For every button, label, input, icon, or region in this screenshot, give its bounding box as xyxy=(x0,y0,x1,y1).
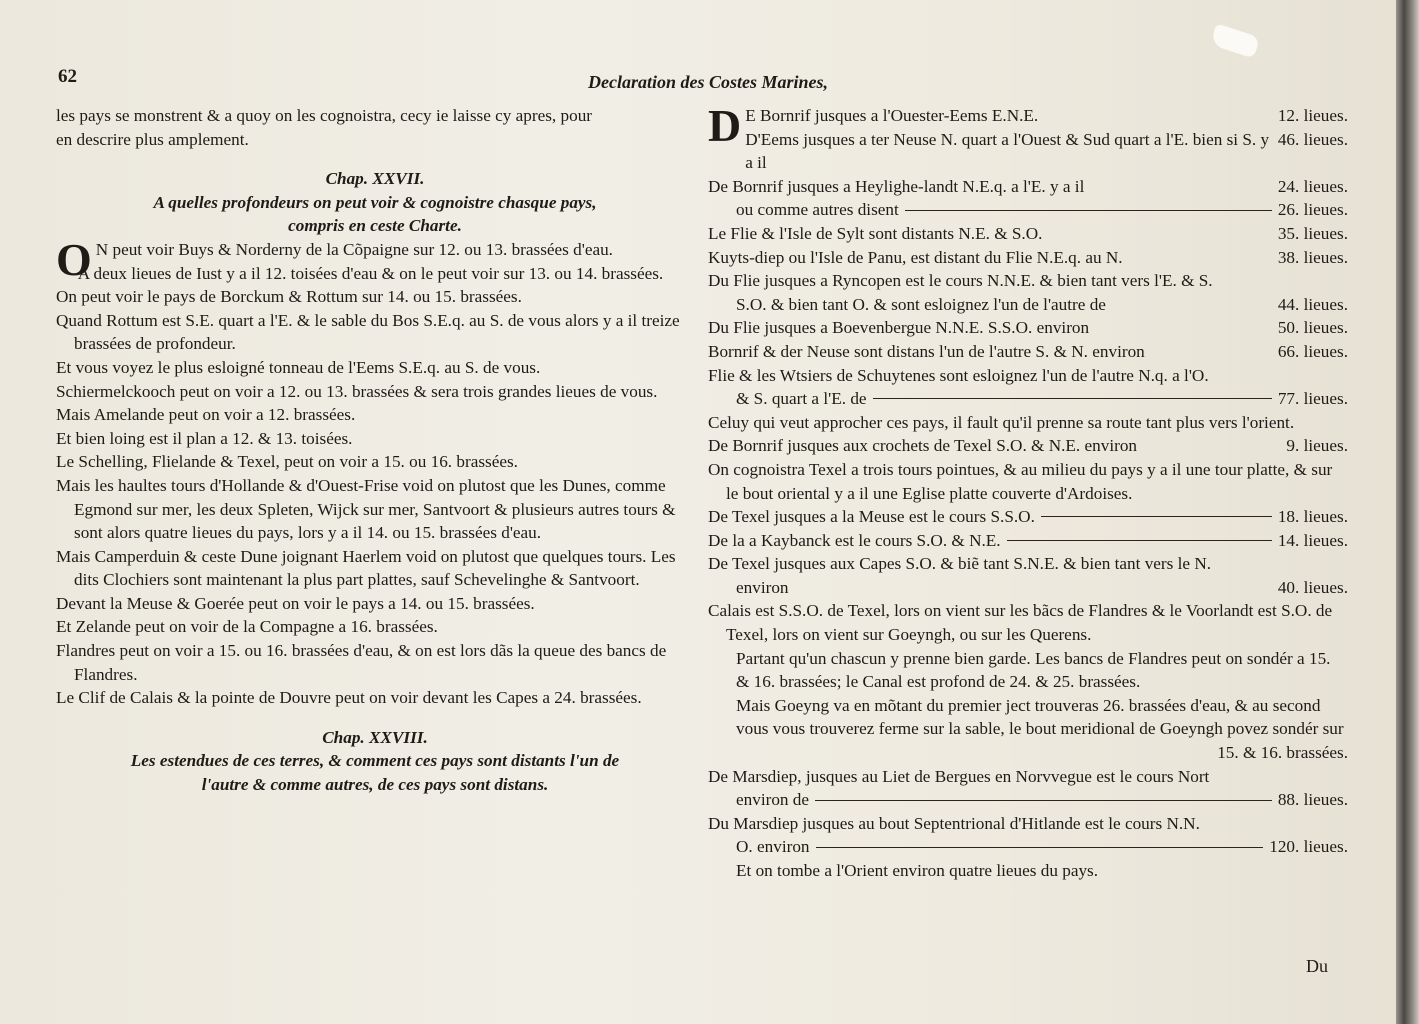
chapter-27-subtitle-2: compris en ceste Charte. xyxy=(288,216,462,236)
distance-entry xyxy=(708,175,1348,199)
entry-text: De Bornrif jusques aux crochets de Texel S.O. & N.E. environ xyxy=(708,436,1138,456)
entry-text: S.O. & bien tant O. & sont esloignez l'un de l'autre de xyxy=(736,294,1106,314)
leader-dash xyxy=(1041,516,1272,517)
leader-dash xyxy=(816,847,1264,848)
entry-distance: 35. lieues. xyxy=(1277,223,1348,243)
entry-distance: 15. & 16. brassées. xyxy=(1217,743,1348,763)
drop-cap: O xyxy=(56,233,92,285)
distance-entry xyxy=(708,505,1348,529)
chapter-28-subtitle-2: l'autre & comme autres, de ces pays sont distans. xyxy=(201,775,549,795)
entry-distance: 38. lieues. xyxy=(1277,247,1348,267)
paragraph: On cognoistra Texel a trois tours pointues, & au milieu du pays y a il une tour platte, & sur le bout oriental y a il une Eglise platte couverte d'Ardoises. xyxy=(708,459,1333,503)
paragraph: Et on tombe a l'Orient environ quatre lieues du pays. xyxy=(736,861,1099,880)
entry-text: Du Marsdiep jusques au bout Septentrional d'Hitlande est le cours N.N. xyxy=(708,813,1200,833)
entry-distance: 14. lieues. xyxy=(1277,530,1348,550)
paragraph: Le Schelling, Flielande & Texel, peut on voir a 15. ou 16. brassées. xyxy=(56,452,518,472)
entry-text: De Bornrif jusques a Heylighe-landt N.E.q. a l'E. y a il xyxy=(708,176,1085,196)
book-edge xyxy=(1396,0,1419,1024)
running-title: Declaration des Costes Marines, xyxy=(588,72,829,92)
entry-distance: 24. lieues. xyxy=(1277,176,1348,196)
entry-distance: 12. lieues. xyxy=(1277,106,1348,125)
entry-distance: 66. lieues. xyxy=(1277,341,1348,361)
chapter-28-subtitle-1: Les estendues de ces terres, & comment ces pays sont distants l'un de xyxy=(130,751,620,771)
entry-distance: 18. lieues. xyxy=(1277,507,1348,527)
leader-dash xyxy=(873,398,1272,399)
paragraph: Mais les haultes tours d'Hollande & d'Ouest-Frise void on plutost que les Dunes, comme Egmond sur mer, les deux Spleten, Wijck sur mer, Santvoort & plusieurs autres tours & sont alors quatre lieues du pays, lors y a il 14. ou 15. brassées d'eau. xyxy=(56,475,676,543)
paragraph: Et vous voyez le plus esloigné tonneau de l'Eems S.E.q. au S. de vous. xyxy=(56,357,541,377)
leader-dash xyxy=(905,210,1272,211)
paragraph: Mais Camperduin & ceste Dune joignant Haerlem void on plutost que quelques tours. Les dits Clochiers sont maintenant la plus part plattes, sauf Schevelinghe & Santvoort. xyxy=(56,546,676,590)
distance-entry xyxy=(708,835,1348,859)
entry-text: De Texel jusques a la Meuse est le cours S.S.O. xyxy=(708,507,1035,527)
entry-text: Du Flie jusques a Boevenbergue N.N.E. S.S.O. environ xyxy=(708,318,1090,338)
distance-entry xyxy=(708,788,1348,812)
entry-distance: 44. lieues. xyxy=(1277,294,1348,314)
paragraph: On peut voir le pays de Borckum & Rottum sur 14. ou 15. brassées. xyxy=(56,287,522,307)
entry-distance: 120. lieues. xyxy=(1269,837,1348,857)
distance-entry xyxy=(708,198,1348,222)
entry-text: D'Eems jusques a ter Neuse N. quart a l'Ouest & Sud quart a l'E. bien si S. y a il xyxy=(745,129,1270,173)
entry-text: ou comme autres disent xyxy=(736,200,899,220)
paragraph: Celuy qui veut approcher ces pays, il fault qu'il prenne sa route tant plus vers l'orient. xyxy=(708,412,1295,432)
entry-text: Flie & les Wtsiers de Schuytenes sont esloignez l'un de l'autre N.q. a l'O. xyxy=(708,365,1209,385)
paragraph: A deux lieues de Iust y a il 12. toisées d'eau & on le peut voir sur 13. ou 14. brassées. xyxy=(77,263,664,283)
distance-entry xyxy=(708,222,1348,246)
entry-text: E Bornrif jusques a l'Ouester-Eems E.N.E. xyxy=(745,106,1039,125)
paragraph: Le Clif de Calais & la pointe de Douvre peut on voir devant les Capes a 24. brassées. xyxy=(56,688,642,708)
entry-text: De Marsdiep, jusques au Liet de Bergues en Norvvegue est le cours Nort xyxy=(708,766,1210,786)
entry-text: Du Flie jusques a Ryncopen est le cours N.N.E. & bien tant vers l'E. & S. xyxy=(708,271,1213,291)
paragraph: Calais est S.S.O. de Texel, lors on vient sur les bãcs de Flandres & le Voorlandt est S.O. de Texel, lors on vient sur Goeyngh, ou sur les Querens. xyxy=(708,601,1333,645)
entry-distance: 50. lieues. xyxy=(1277,318,1348,338)
entry-text: Bornrif & der Neuse sont distans l'un de l'autre S. & N. environ xyxy=(708,341,1145,361)
distance-entry xyxy=(708,529,1348,553)
entry-distance: 26. lieues. xyxy=(1277,200,1348,220)
distance-entry xyxy=(708,246,1348,270)
distance-entry xyxy=(708,100,1348,175)
chapter-27-heading: Chap. XXVII. xyxy=(325,169,425,189)
intro-line-2: en descrire plus amplement. xyxy=(56,129,249,149)
entry-distance: 46. lieues. xyxy=(1277,129,1348,149)
first-paragraph-text: N peut voir Buys & Norderny de la Cõpaigne sur 12. ou 13. brassées d'eau. xyxy=(95,239,613,259)
distance-entry xyxy=(708,340,1348,364)
paragraph: Partant qu'un chascun y prenne bien garde. Les bancs de Flandres peut on sondér a 15. & 16. brassées; le Canal est profond de 24. & 25. brassées. xyxy=(736,648,1331,692)
right-column xyxy=(708,100,1348,883)
distance-entry xyxy=(708,694,1348,765)
distance-entry xyxy=(708,387,1348,411)
entry-distance: 9. lieues. xyxy=(1286,436,1348,456)
page-number: 62 xyxy=(58,66,77,87)
entry-text: & S. quart a l'E. de xyxy=(736,389,867,409)
paragraph: Flandres peut on voir a 15. ou 16. brassées d'eau, & on est lors dãs la queue des bancs de Flandres. xyxy=(56,641,667,684)
distance-entry xyxy=(708,293,1348,317)
paragraph: Et Zelande peut on voir de la Compagne a 16. brassées. xyxy=(56,617,438,637)
paragraph: Devant la Meuse & Goerée peut on voir le pays a 14. ou 15. brassées. xyxy=(56,593,535,613)
intro-line-1: les pays se monstrent & a quoy on les cognoistra, cecy ie laisse cy apres, pour xyxy=(56,106,593,125)
distance-entry xyxy=(708,576,1348,600)
entry-distance: 77. lieues. xyxy=(1277,389,1348,409)
entry-text: environ xyxy=(736,577,789,597)
chapter-28-heading: Chap. XXVIII. xyxy=(322,727,428,747)
catchword: Du xyxy=(1306,956,1328,976)
paragraph: Mais Amelande peut on voir a 12. brassées. xyxy=(56,405,356,425)
entry-text: O. environ xyxy=(736,837,810,857)
paragraph: Et bien loing est il plan a 12. & 13. toisées. xyxy=(56,428,353,448)
paragraph: Schiermelckooch peut on voir a 12. ou 13. brassées & sera trois grandes lieues de vous. xyxy=(56,381,658,401)
drop-cap: D xyxy=(708,100,742,151)
leader-dash xyxy=(1007,540,1272,541)
entry-distance: 88. lieues. xyxy=(1277,790,1348,810)
entry-text: environ de xyxy=(736,790,810,810)
entry-text: Kuyts-diep ou l'Isle de Panu, est distant du Flie N.E.q. au N. xyxy=(708,247,1123,267)
paragraph: Quand Rottum est S.E. quart a l'E. & le sable du Bos S.E.q. au S. de vous alors y a il treize brassées de profondeur. xyxy=(56,310,680,354)
leader-dash xyxy=(815,800,1272,801)
chapter-27-subtitle-1: A quelles profondeurs on peut voir & cognoistre chasque pays, xyxy=(153,192,597,212)
entry-distance: 40. lieues. xyxy=(1277,577,1348,597)
entry-text: De la a Kaybanck est le cours S.O. & N.E. xyxy=(708,530,1001,550)
entry-text: De Texel jusques aux Capes S.O. & biẽ tant S.N.E. & bien tant vers le N. xyxy=(708,554,1212,574)
entry-text: Le Flie & l'Isle de Sylt sont distants N.E. & S.O. xyxy=(708,223,1043,243)
entry-text: Mais Goeyng va en mõtant du premier ject trouveras 26. brassées d'eau, & au second vous vous trouverez ferme sur la sable, le bout meridional de Goeyngh povez sondér sur xyxy=(736,695,1344,739)
left-column xyxy=(56,104,694,797)
distance-entry xyxy=(708,316,1348,340)
distance-entry xyxy=(708,434,1348,458)
